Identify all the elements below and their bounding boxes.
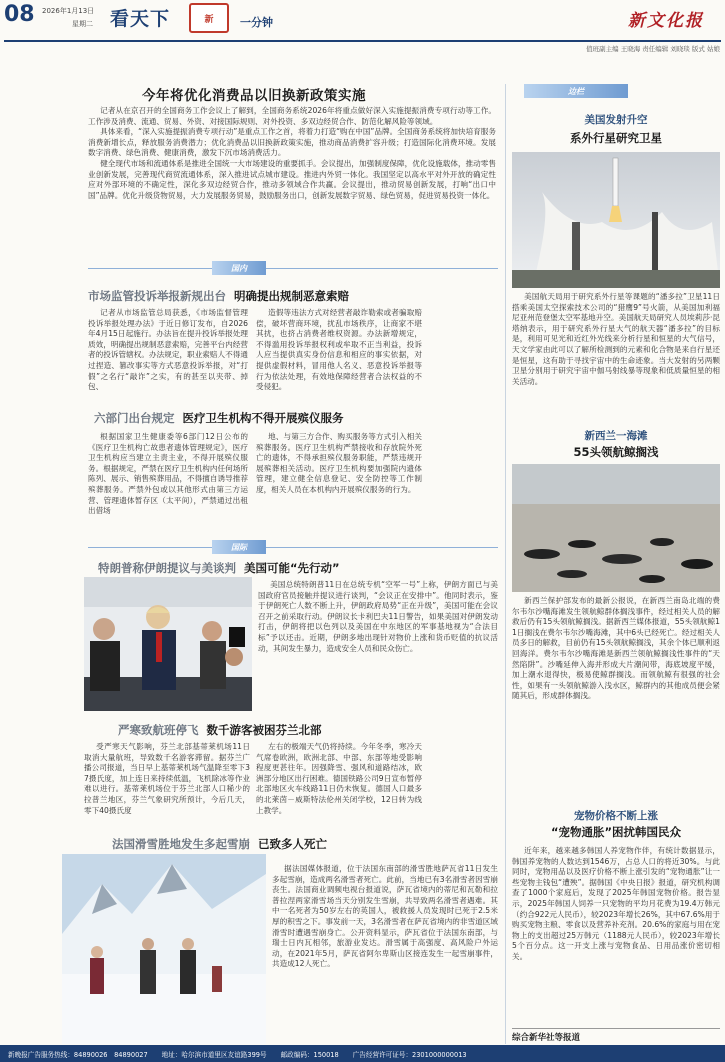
domestic-story1-kicker: 市场监管投诉举报新规出台 <box>88 289 226 303</box>
sidebar-story1-title: 系外行星研究卫星 <box>570 131 662 145</box>
paragraph: 受严寒天气影响，芬兰北部基蒂莱机场11日取消大量航班，导致数千名游客滞留。据芬兰广播公司报道，当日早上基蒂莱机场气温降至零下37摄氏度，加上连日来持续低温，飞机除冰等作业难以进行。基蒂莱机场位于芬兰北部人口稀少的拉普兰地区，芬兰气象研究所预计，今后几天，零下40摄氏度 <box>84 742 250 815</box>
column-title: 看天下 <box>110 8 171 30</box>
international-tag: 国际 <box>212 540 266 554</box>
stranded-whales-photo <box>512 464 720 592</box>
domestic-story1-headline <box>88 288 349 304</box>
paragraph: 造假等违法方式对经营者敲诈勒索或者骗取赔偿，破坏营商环境，扰乱市场秩序，让商家不堪其扰，也挤占消费者维权资源。办法新增规定，不得滥用投诉举报权利或牟取不正当利益，投诉人应当提供真实身份信息和相应的事实依据，对提供虚假材料，冒用他人名义、恶意投诉举报等行为依法处理，有效地保障经营者合法权益的不受侵犯。 <box>256 308 422 392</box>
lead-headline: 今年将优化消费品以旧换新政策实施 <box>142 88 366 104</box>
paragraph: 记者从市场监管总局获悉，《市场监督管理投诉举报处理办法》于近日修订发布，自2026年4月15日起施行。办法旨在提升投诉举报处理质效，明确提出规制恶意索赔，完善平台内经营者的投诉管辖权。办法规定，职业索赔人不得通过捏造、篡改事实等方式恶意投诉举报，对“打假”之名行“敲诈”之实，有的甚至以夹带、掉包、 <box>88 308 248 392</box>
domestic-story2-kicker: 六部门出台规定 <box>94 411 175 425</box>
footer-license: 广告经营许可证号：2301000000013 <box>352 1050 467 1059</box>
intl-story1-headline <box>98 560 340 576</box>
domestic-story2-title: 医疗卫生机构不得开展殡仪服务 <box>182 411 344 425</box>
footer-address: 地址：哈尔滨市道里区友谊路399号 <box>161 1050 267 1059</box>
paragraph: 左右的极端天气仍将持续。今年冬季，寒冷天气席卷欧洲，欧洲北部、中部、东部等地受影响程度更甚往年。因强降雪、强风和道路结冰，欧洲部分地区出行困难。德国铁路公司9日宣布暂停北部地区火车线路11日仍未恢复。德国人口最多的北莱茵－威斯特法伦州关闭学校，12日转为线上教学。 <box>256 742 422 815</box>
international-rule <box>88 547 498 548</box>
intl-story2-title: 数千游客被困芬兰北部 <box>206 723 322 737</box>
paragraph: 根据国家卫生健康委等6部门12日公布的《医疗卫生机构亡故患者遗体管理规定》，医疗卫生机构应当建立主责主业，不得开展殡仪服务。根据规定，严禁在医疗卫生机构内任何场所陈列、展示、销售殡葬用品，不得擅自诱导推荐殡葬服务。严禁外包或以其他形式由第三方运营、管理遗体暂存区（太平间），严禁通过出租出借场 <box>88 432 248 516</box>
paragraph: 据法国媒体报道，位于法国东南部的滑雪胜地萨瓦省11日发生多起雪崩，造成两名滑雪者死亡。此前，当地已有3名滑雪者因雪崩丧生。法国商业调频电视台报道说，萨瓦省境内的蒂尼和瓦勒和拉普拉涅两家滑雪场当天分别发生雪崩，共导致两名滑雪者遇难。其中一名死者为50岁左右的英国人，被救援人员发现时已死于2.5米厚的积雪之下。事发前一天，3名滑雪者在萨瓦省境内的非雪道区域滑雪时遭遇雪崩身亡。公开资料显示，萨瓦省位于法国东南部，与瑞士日内瓦相邻，旅游业发达。滑雪属于高强度、高风险户外运动，在2021年5月，萨瓦省阿尔卑斯山区接连发生一起雪崩事件，共造成12人死亡。 <box>272 864 498 969</box>
sidebar-divider <box>505 84 506 1044</box>
issue-weekday: 星期二 <box>72 20 93 28</box>
trump-photo <box>84 577 252 711</box>
rocket-launch-photo <box>512 152 720 288</box>
sidebar-story2-kicker: 新西兰一海滩 <box>584 430 648 442</box>
domestic-story1-col1 <box>88 308 248 393</box>
domestic-story2-col2 <box>256 432 422 496</box>
domestic-story2-col1 <box>88 432 248 517</box>
issue-date: 2026年1月13日 <box>42 7 95 15</box>
ski-resort-photo <box>62 854 266 1044</box>
paragraph: 新西兰保护部发布的最新公报说，在新西兰南岛北端的费尔韦尔沙嘴海滩发生领航鲸群体搁浅事件，经过相关人员的解救后仍有15头领航鲸搁浅。据新西兰媒体报道，55头领航鲸11日搁浅在费尔韦尔沙嘴海滩，其中6头已经死亡。经过相关人员多日的解救，目前仍有15头领航鲸搁浅，其余个体已顺利返回海洋。费尔韦尔沙嘴海滩是新西兰领航鲸搁浅性事件的“天然陷阱”。沙嘴延伸入海并形成大片潮间带，海底坡度平缓，加上潮水退得快，极易使鲸群搁浅。而领航鲸有很强的社会性，如果有一头领航鲸游入浅水区，鲸群内的其他成员便会紧随其后，形成群体搁浅。 <box>512 596 720 701</box>
domestic-tag: 国内 <box>212 261 266 275</box>
domestic-story1-col2 <box>256 308 422 393</box>
sidebar-story3-title: “宠物通胀”困扰韩国民众 <box>550 825 682 839</box>
intl-story1-title: 美国可能“先行动” <box>244 561 340 575</box>
sidebar-story3-body <box>512 846 720 963</box>
paragraph: 美国航天局用于研究系外行星等课题的“潘多拉”卫星11日搭乘美国太空探索技术公司的“猎鹰9”号火箭，从美国加利福尼亚州范登堡太空军基地升空。美国航天局研究人员埃莉莎·昆塔纳表示，用于研究系外行星大气的航天器“潘多拉”的目标是，利用可见光和近红外光线来分析行星和恒星的大气信号，天文学家由此可以了解所检测到的元素和化合物是来自行星还是恒星，这有助于寻找宇宙中的生命迹象。当大发射的另两颗卫星分别用于研究宇宙中伽马射线暴等现象和低质量恒星的相关活动。 <box>512 292 720 386</box>
page-number: 08 <box>4 2 35 27</box>
lead-paragraph: 具体来看，“深入实施提振消费专项行动”是重点工作之首，将着力打造“购在中国”品牌。全国商务系统将加快培育服务消费新增长点，释放服务消费潜力；优化消费品以旧换新政策实施，推动商品消费扩容升级；打造国际化消费环境。发展数字消费、绿色消费、健康消费，激发下沉市场消费活力。 <box>88 127 496 158</box>
lead-body <box>88 106 496 201</box>
intl-story2-headline <box>118 722 322 738</box>
seal-logo: 新 <box>189 3 229 33</box>
paragraph: 地、与第三方合作、购买服务等方式引入相关殡葬服务。医疗卫生机构严禁接收和存放院外死亡的遗体，不得承担殡仪服务职能，严禁违规开展殡葬相关活动。医疗卫生机构要加强院内遗体管理，建立健全信息登记、安全防控等工作制度，相关人员在本机构内开展殡仪服务的行为。 <box>256 432 422 494</box>
lead-paragraph: 记者从在京召开的全国商务工作会议上了解到，全国商务系统2026年将重点做好深入实施提振消费专项行动等工作。工作涉及消费、流通、贸易、外资、对接国际规则、对外投资、多双边经贸合作、防范化解风险等领域。 <box>88 106 496 126</box>
footer-bar <box>0 1045 725 1062</box>
intl-story3-body <box>272 864 498 970</box>
sidebar-story2-body <box>512 596 720 702</box>
sidebar-story2-title: 55头领航鲸搁浅 <box>573 445 659 459</box>
footer-ad-hotline: 新晚报广告服务热线：84890026 84890027 <box>8 1050 148 1059</box>
news-source: 综合新华社等报道 <box>512 1028 720 1043</box>
newspaper-logo: 新文化报 <box>628 11 704 31</box>
sidebar-story1-body <box>512 292 720 387</box>
intl-story2-kicker: 严寒致航班停飞 <box>118 723 199 737</box>
editor-credits: 值班副主编 王晓海 责任编辑 刘晓琰 版式 姑娘 <box>586 45 720 53</box>
intl-story3-kicker: 法国滑雪胜地发生多起雪崩 <box>112 837 250 851</box>
domestic-rule <box>88 268 498 269</box>
sidebar-tag: 边栏 <box>524 84 628 98</box>
paragraph: 近年来，越来越多韩国人养宠物作伴，有统计数据显示，韩国养宠物的人数达到1546万，占总人口的将近30%。与此同时，宠物用品以及医疗价格不断上涨引发的“宠物通胀”让一些宠物主钱包“遭殃”。据韩国《中央日报》报道，研究机构调查了1000个家庭后，发现了2025年韩国宠物价格。报告显示，2025年韩国人饲养一只宠物的平均月花费为19.4万韩元（约合922元人民币），较2023年增长26%，其中67.6%用于购买宠物主粮、零食以及营养补充剂。20.6%的家庭与用在宠物上的支出超过25万韩元（1188元人民币），较2023年增长5个百分点。这一开支上涨与宠物食品、日用品涨价密切相关。 <box>512 846 720 961</box>
intl-story2-col2 <box>256 742 422 816</box>
domestic-story2-headline <box>94 410 344 426</box>
column-subtitle: 一分钟 <box>240 16 273 29</box>
header-divider <box>4 40 721 42</box>
intl-story1-body <box>258 580 498 654</box>
intl-story3-title: 已致多人死亡 <box>258 837 327 851</box>
intl-story3-headline <box>112 836 327 852</box>
paragraph: 美国总统特朗普11日在总统专机“空军一号”上称，伊朗方面已与美国政府官员接触并提议进行谈判，“会议正在安排中”。他同时表示，鉴于伊朗死亡人数不断上升，伊朗政府局势“正在升级”，美国可能在会议召开之前采取行动。伊朗议长卡利巴夫11日警告，如果美国对伊朗发动打击，伊朗将把以色列以及美国在中东地区的军事基地视为“合法目标”予以还击。近期，伊朗多地出现针对物价上涨和货币贬值的抗议活动，其间发生暴力，造成安全人员和民众伤亡。 <box>258 580 498 653</box>
intl-story2-col1 <box>84 742 250 816</box>
sidebar-story3-kicker: 宠物价格不断上涨 <box>574 810 658 822</box>
sidebar-story1-kicker: 美国发射升空 <box>584 114 648 126</box>
domestic-story1-title: 明确提出规制恶意索赔 <box>234 289 349 303</box>
lead-paragraph: 健全现代市场和流通体系是推进全国统一大市场建设的重要抓手。会议提出，加强制度保障，优化设施载体，推动零售业创新发展，完善现代商贸流通体系，深入推进试点城市建设。推进内外贸一体化。我国坚定以高水平对外开放的确定性应对外部环境的不确定性，深化多双边经贸合作，推动多领域合作共赢。会议提出，推动贸易创新发展，打响“出口中国”品牌。优化升级货物贸易，大力发展服务贸易，鼓励服务出口，创新发展数字贸易、绿色贸易，促进贸易投资一体化。 <box>88 158 496 200</box>
footer-postcode: 邮政编码：150018 <box>280 1050 339 1059</box>
intl-story1-kicker: 特朗普称伊朗提议与美谈判 <box>98 561 236 575</box>
